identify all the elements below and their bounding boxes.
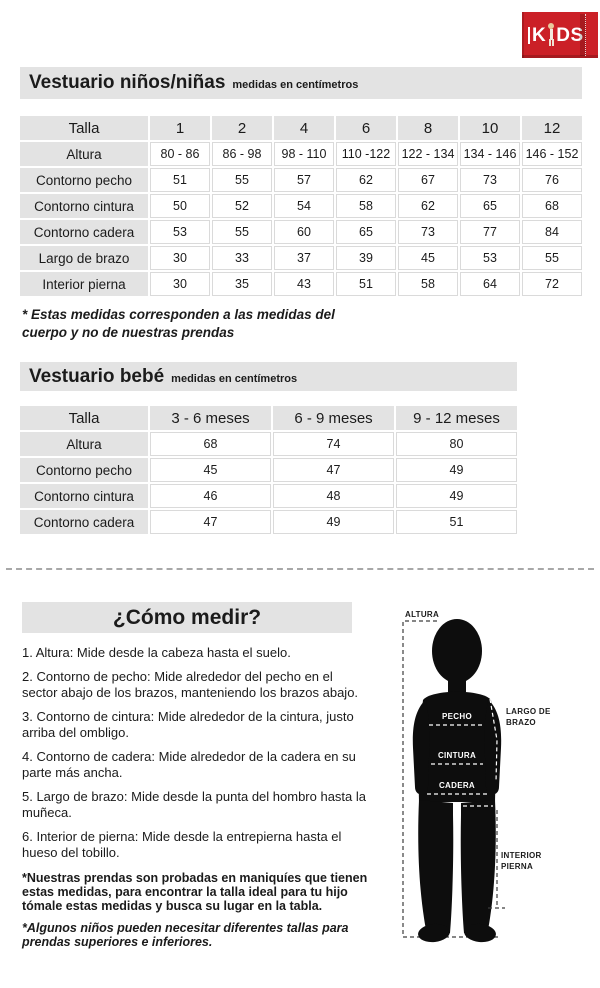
table-cell-value: 110 -122 — [336, 142, 396, 166]
step-largo-brazo: 5. Largo de brazo: Mide desde la punta del hombro hasta la muñeca. — [22, 789, 367, 820]
table-cell-value: 73 — [398, 220, 458, 244]
largo-brazo-label-line1: LARGO DE — [506, 707, 551, 716]
table-cell-value: 49 — [273, 510, 394, 534]
table-cell-value: 98 - 110 — [274, 142, 334, 166]
table-size-header: 9 - 12 meses — [396, 406, 517, 430]
table-cell-value: 55 — [522, 246, 582, 270]
table-cell-value: 49 — [396, 484, 517, 508]
table-header-talla: Talla — [20, 116, 148, 140]
table-header-talla: Talla — [20, 406, 148, 430]
table-cell-value: 58 — [336, 194, 396, 218]
section-header-baby — [20, 362, 517, 391]
table-cell-value: 62 — [398, 194, 458, 218]
brand-wordmark — [528, 23, 584, 47]
step-contorno-cintura: 3. Contorno de cintura: Mide alrededor de la cintura, justo arriba del ombligo. — [22, 709, 354, 740]
table-cell-value: 53 — [460, 246, 520, 270]
measuring-instructions — [22, 645, 370, 869]
table-cell-value: 65 — [336, 220, 396, 244]
section-title-kids: Vestuario niños/niñas — [29, 72, 226, 93]
cadera-label: CADERA — [438, 781, 476, 790]
table-cell-value: 51 — [396, 510, 517, 534]
table-cell-value: 55 — [212, 220, 272, 244]
table-size-header: 3 - 6 meses — [150, 406, 271, 430]
table-cell-value: 46 — [150, 484, 271, 508]
table-row-label: Contorno cintura — [20, 484, 148, 508]
table-cell-value: 73 — [460, 168, 520, 192]
baby-size-table — [20, 406, 517, 534]
table-row-label: Altura — [20, 432, 148, 456]
table-cell-value: 33 — [212, 246, 272, 270]
table-cell-value: 76 — [522, 168, 582, 192]
interior-pierna-label-line1: INTERIOR — [501, 851, 542, 860]
table-size-header: 2 — [212, 116, 272, 140]
table-cell-value: 30 — [150, 246, 210, 270]
body-measurements-note: * Estas medidas corresponden a las medidas del cuerpo y no de nuestras prendas — [22, 307, 335, 340]
table-cell-value: 77 — [460, 220, 520, 244]
section-title-baby: Vestuario bebé — [29, 366, 165, 387]
section-subtitle-kids: medidas en centímetros — [232, 79, 359, 91]
brand-i-bar — [528, 27, 530, 44]
step-altura: 1. Altura: Mide desde la cabeza hasta el suelo. — [22, 645, 291, 660]
table-cell-value: 62 — [336, 168, 396, 192]
table-cell-value: 51 — [336, 272, 396, 296]
brand-mascot-icon — [547, 23, 555, 47]
table-cell-value: 67 — [398, 168, 458, 192]
table-size-header: 6 — [336, 116, 396, 140]
table-size-header: 1 — [150, 116, 210, 140]
ribbon-fold — [580, 14, 586, 56]
child-measurement-diagram — [393, 600, 600, 960]
table-cell-value: 52 — [212, 194, 272, 218]
step-contorno-pecho: 2. Contorno de pecho: Mide alrededor del pecho en el sector abajo de los brazos, manteniendo los brazos abajo. — [22, 669, 359, 700]
table-size-header: 8 — [398, 116, 458, 140]
table-size-header: 4 — [274, 116, 334, 140]
table-cell-value: 45 — [398, 246, 458, 270]
altura-label: ALTURA — [405, 610, 440, 619]
table-cell-value: 80 - 86 — [150, 142, 210, 166]
table-cell-value: 53 — [150, 220, 210, 244]
step-interior-pierna: 6. Interior de pierna: Mide desde la entrepierna hasta el hueso del tobillo. — [22, 829, 342, 860]
brand-ribbon-logo — [522, 12, 598, 58]
table-cell-value: 64 — [460, 272, 520, 296]
footnote-different-sizes: *Algunos niños pueden necesitar diferentes tallas para prendas superiores e inferiores. — [22, 921, 349, 949]
table-cell-value: 86 - 98 — [212, 142, 272, 166]
table-size-header: 12 — [522, 116, 582, 140]
table-row-label: Largo de brazo — [20, 246, 148, 270]
table-cell-value: 58 — [398, 272, 458, 296]
pecho-label: PECHO — [442, 712, 472, 721]
table-cell-value: 80 — [396, 432, 517, 456]
table-cell-value: 45 — [150, 458, 271, 482]
section-subtitle-baby: medidas en centímetros — [171, 373, 298, 385]
step-contorno-cadera: 4. Contorno de cadera: Mide alrededor de la cadera en su parte más ancha. — [22, 749, 356, 780]
table-cell-value: 47 — [273, 458, 394, 482]
table-cell-value: 30 — [150, 272, 210, 296]
interior-pierna-label-line2: PIERNA — [501, 862, 534, 871]
footnote-mannequins: *Nuestras prendas son probadas en maniquíes que tienen estas medidas, para encontrar la talla ideal para tu hijo tómale estas medidas y busca su lugar en la tabla. — [22, 871, 368, 913]
table-cell-value: 48 — [273, 484, 394, 508]
table-cell-value: 49 — [396, 458, 517, 482]
table-cell-value: 146 - 152 — [522, 142, 582, 166]
table-cell-value: 51 — [150, 168, 210, 192]
kids-size-table — [20, 116, 582, 296]
table-cell-value: 47 — [150, 510, 271, 534]
section-header-kids — [20, 67, 582, 99]
table-cell-value: 72 — [522, 272, 582, 296]
table-cell-value: 84 — [522, 220, 582, 244]
table-size-header: 10 — [460, 116, 520, 140]
table-cell-value: 55 — [212, 168, 272, 192]
table-cell-value: 54 — [274, 194, 334, 218]
largo-brazo-label-line2: BRAZO — [506, 718, 536, 727]
table-size-header: 6 - 9 meses — [273, 406, 394, 430]
table-cell-value: 57 — [274, 168, 334, 192]
table-cell-value: 68 — [150, 432, 271, 456]
cintura-label: CINTURA — [437, 751, 477, 760]
brand-letter-k: K — [532, 24, 547, 46]
table-cell-value: 60 — [274, 220, 334, 244]
how-to-measure-title: ¿Cómo medir? — [22, 602, 352, 633]
table-cell-value: 122 - 134 — [398, 142, 458, 166]
table-row-label: Contorno cadera — [20, 220, 148, 244]
table-row-label: Interior pierna — [20, 272, 148, 296]
table-cell-value: 35 — [212, 272, 272, 296]
brand-letters-ds: DS — [556, 24, 584, 46]
dashed-divider — [6, 568, 594, 570]
table-row-label: Contorno cadera — [20, 510, 148, 534]
table-row-label: Altura — [20, 142, 148, 166]
table-cell-value: 43 — [274, 272, 334, 296]
table-cell-value: 65 — [460, 194, 520, 218]
table-row-label: Contorno pecho — [20, 168, 148, 192]
table-cell-value: 39 — [336, 246, 396, 270]
table-cell-value: 68 — [522, 194, 582, 218]
table-row-label: Contorno pecho — [20, 458, 148, 482]
table-cell-value: 74 — [273, 432, 394, 456]
table-cell-value: 134 - 146 — [460, 142, 520, 166]
table-cell-value: 37 — [274, 246, 334, 270]
table-row-label: Contorno cintura — [20, 194, 148, 218]
table-cell-value: 50 — [150, 194, 210, 218]
